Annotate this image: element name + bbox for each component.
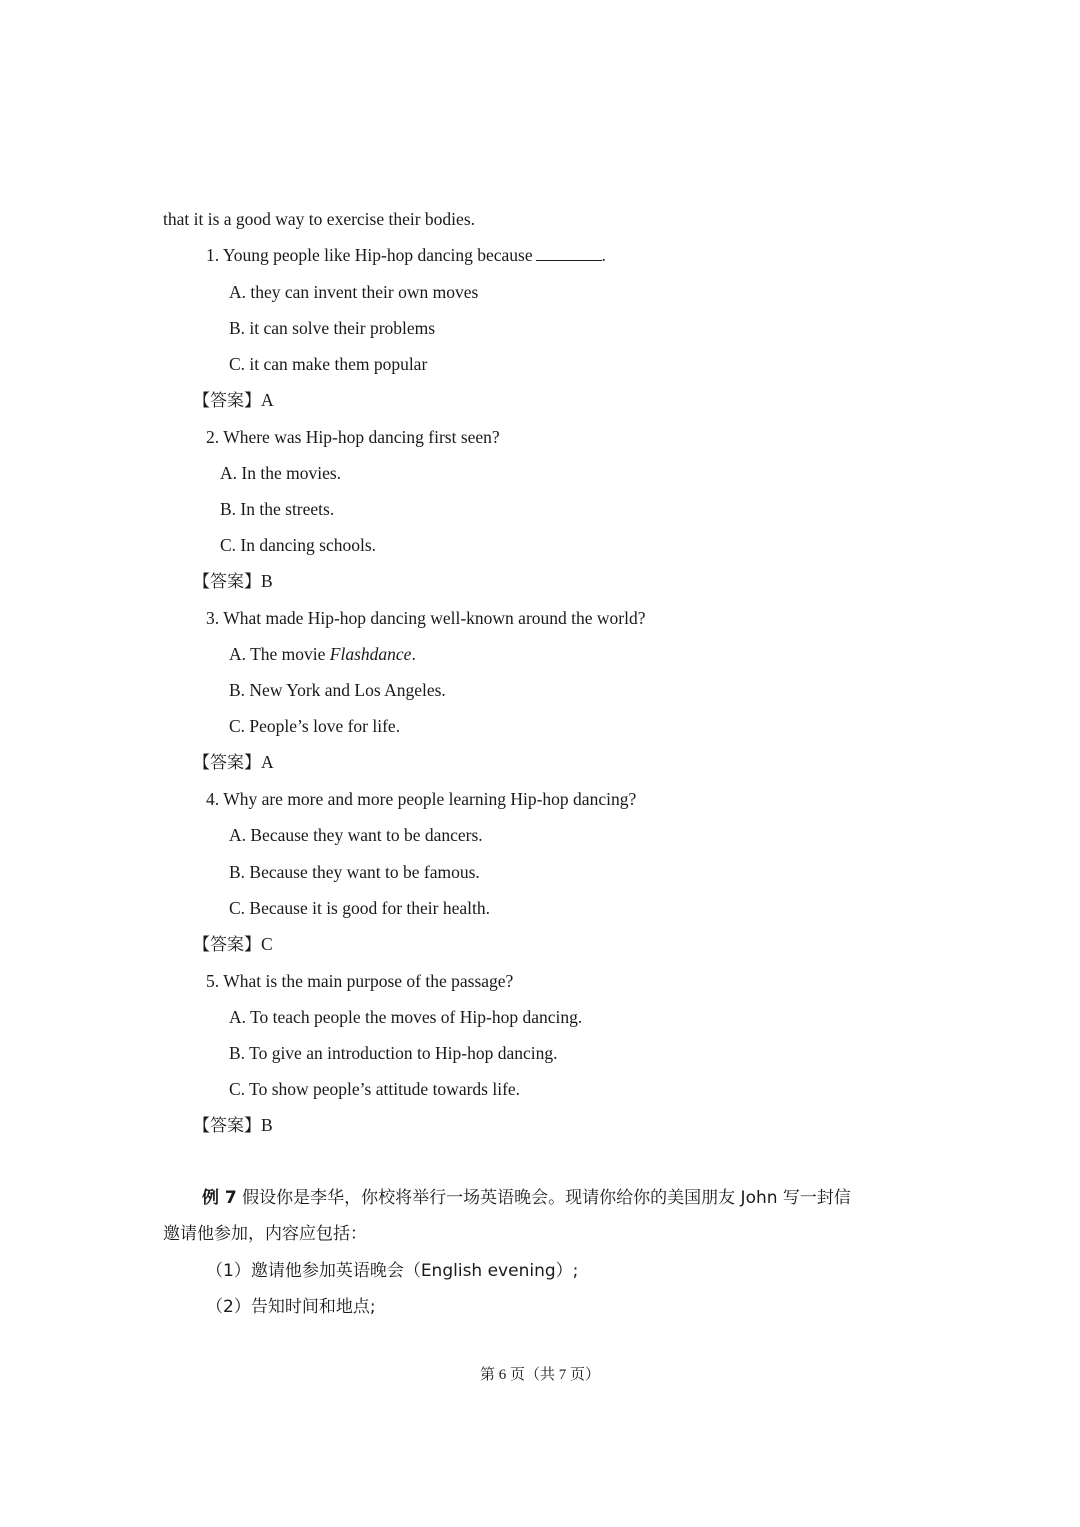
question-number: 1.: [206, 245, 220, 265]
question-2: [206, 425, 500, 449]
question-text: What is the main purpose of the passage?: [223, 971, 514, 991]
option-b: B. In the streets.: [220, 499, 335, 519]
option-a-end: .: [411, 644, 416, 664]
question-suffix: .: [601, 245, 606, 265]
answer-value: B: [261, 571, 273, 591]
answer-label: 【答案】: [193, 391, 261, 411]
option-b: B. it can solve their problems: [229, 318, 436, 338]
movie-title: Flashdance: [329, 644, 412, 664]
option-c: C. To show people’s attitude towards life.: [229, 1079, 521, 1099]
option-b: B. To give an introduction to Hip-hop dancing.: [229, 1043, 558, 1063]
question-text: Why are more and more people learning Hip-hop dancing?: [223, 789, 637, 809]
option-c: C. it can make them popular: [229, 354, 428, 374]
question-number: 4.: [206, 789, 220, 809]
answer-line: [193, 1113, 273, 1138]
option-c: C. In dancing schools.: [220, 535, 377, 555]
option-a-text: A. The movie: [229, 644, 330, 664]
answer-label: 【答案】: [193, 753, 261, 773]
answer-line: [193, 569, 273, 594]
answer-line: [193, 750, 274, 775]
option-a: A. In the movies.: [220, 463, 342, 483]
example-label: 例 7: [202, 1188, 237, 1208]
answer-blank: [536, 245, 602, 261]
option-a: [229, 642, 416, 666]
option-c: C. Because it is good for their health.: [229, 898, 490, 918]
example-7-item-2: （2）告知时间和地点;: [206, 1297, 376, 1317]
question-4: [206, 787, 636, 811]
answer-label: 【答案】: [193, 572, 261, 592]
answer-value: A: [261, 752, 274, 772]
question-number: 5.: [206, 971, 220, 991]
option-b: B. Because they want to be famous.: [229, 862, 480, 882]
question-5: [206, 969, 513, 993]
answer-line: [193, 932, 273, 957]
passage-tail: that it is a good way to exercise their bodies.: [163, 209, 476, 229]
question-number: 2.: [206, 427, 220, 447]
example-7-line-2: 邀请他参加，内容应包括：: [163, 1224, 367, 1244]
answer-label: 【答案】: [193, 1116, 261, 1136]
example-text: 假设你是李华，你校将举行一场英语晚会。现请你给你的美国朋友 John 写一封信: [242, 1188, 851, 1208]
option-a: A. they can invent their own moves: [229, 282, 479, 302]
question-number: 3.: [206, 608, 220, 628]
question-text: Where was Hip-hop dancing first seen?: [223, 427, 500, 447]
answer-value: C: [261, 934, 273, 954]
answer-line: [193, 388, 274, 413]
question-3: [206, 606, 646, 630]
option-b: B. New York and Los Angeles.: [229, 680, 446, 700]
example-7-line-1: [202, 1186, 851, 1210]
page-footer: 第 6 页（共 7 页）: [479, 1367, 600, 1383]
option-c: C. People’s love for life.: [229, 716, 401, 736]
answer-value: B: [261, 1115, 273, 1135]
option-a: A. To teach people the moves of Hip-hop dancing.: [229, 1007, 583, 1027]
question-text: Young people like Hip-hop dancing because: [222, 245, 533, 265]
question-1: [206, 243, 606, 267]
example-7-item-1: （1）邀请他参加英语晚会（English evening）;: [206, 1261, 579, 1281]
answer-value: A: [261, 390, 274, 410]
answer-label: 【答案】: [193, 935, 261, 955]
option-a: A. Because they want to be dancers.: [229, 825, 483, 845]
question-text: What made Hip-hop dancing well-known around the world?: [223, 608, 646, 628]
